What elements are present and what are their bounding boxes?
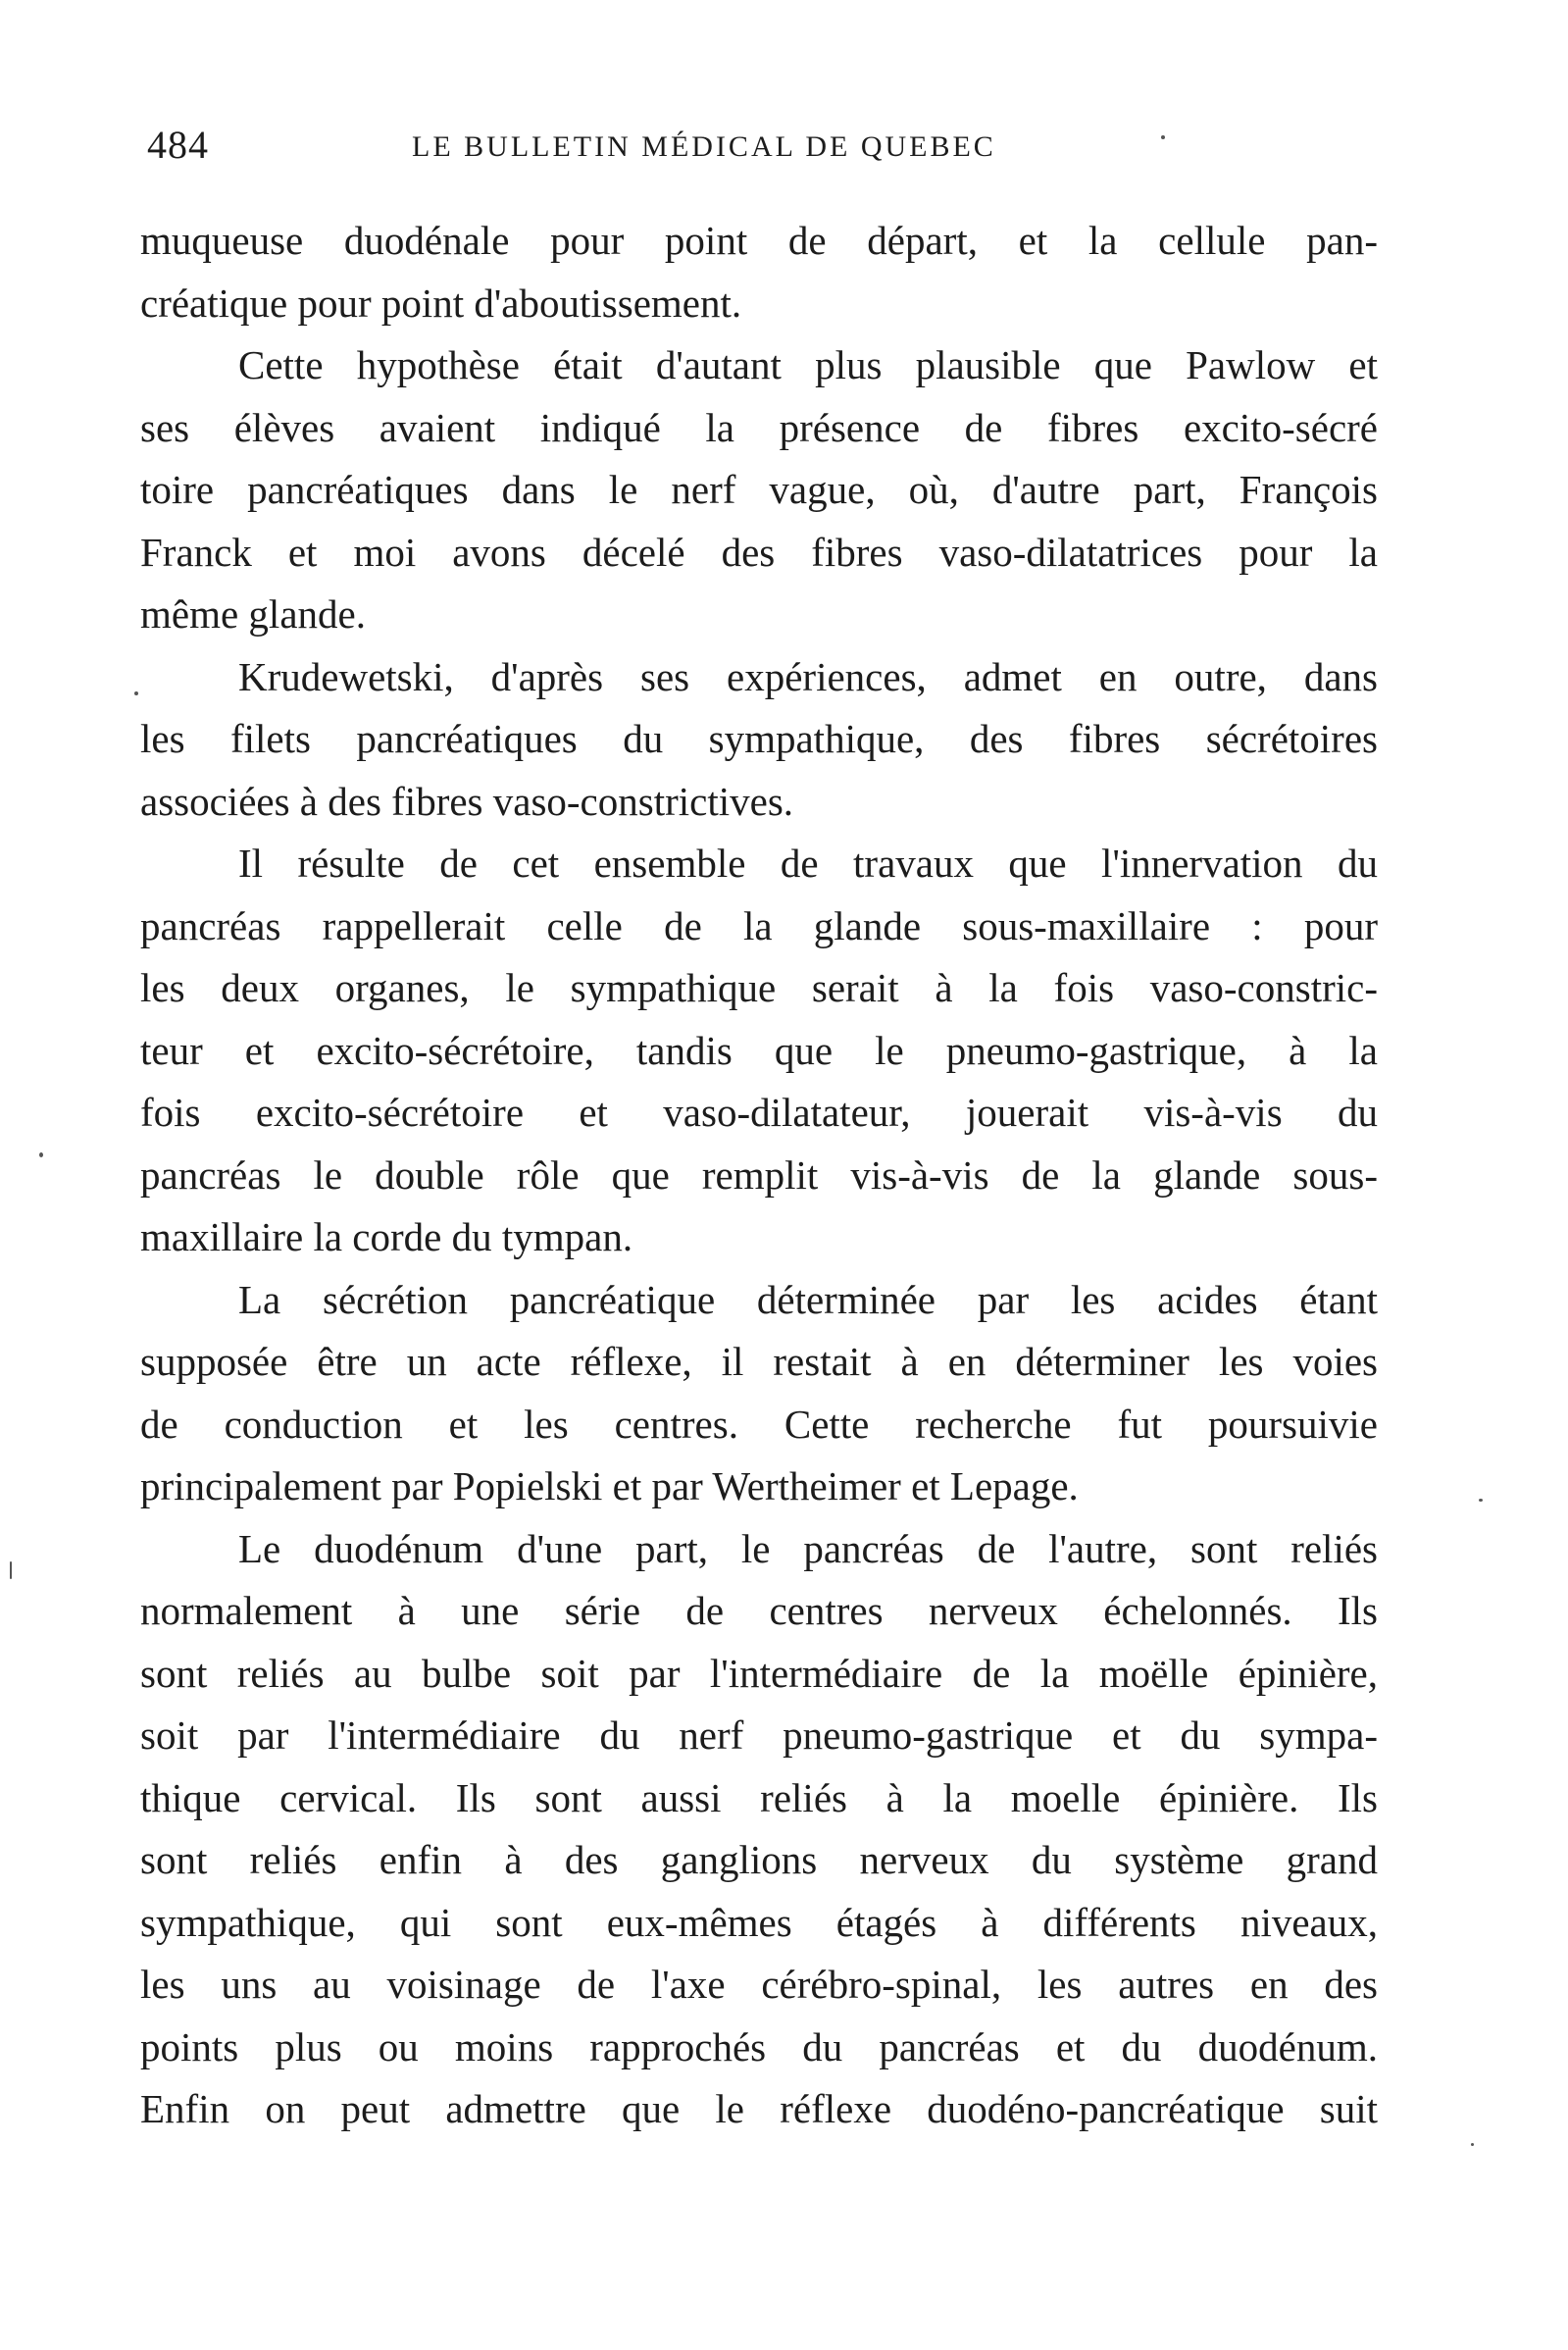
- text-line: fois excito-sécrétoire et vaso-dilatateur, jouerait vis-à-vis du: [140, 1090, 1378, 1135]
- text-line: sympathique, qui sont eux-mêmes étagés à différents niveaux,: [140, 1899, 1378, 1945]
- paragraph-first-line: La sécrétion pancréatique déterminée par les acides étant: [238, 1276, 1378, 1322]
- text-line: de conduction et les centres. Cette recherche fut poursuivie: [140, 1401, 1378, 1447]
- text-line: les deux organes, le sympathique serait à la fois vaso-constric-: [140, 965, 1378, 1010]
- scan-speck: [1479, 1499, 1483, 1502]
- text-line: ses élèves avaient indiqué la présence de fibres excito-sécré: [140, 404, 1378, 450]
- text-line: les uns au voisinage de l'axe cérébro-spinal, les autres en des: [140, 1962, 1378, 2007]
- scan-speck: [10, 1561, 12, 1579]
- paragraph-first-line: Cette hypothèse était d'autant plus plausible que Pawlow et: [238, 342, 1378, 387]
- scan-speck: [39, 1152, 43, 1157]
- text-line: créatique pour point d'aboutissement.: [140, 280, 742, 326]
- scan-speck: [1471, 2143, 1474, 2146]
- text-line: sont reliés au bulbe soit par l'intermédiaire de la moëlle épinière,: [140, 1650, 1378, 1696]
- text-line: muqueuse duodénale pour point de départ, et la cellule pan-: [140, 218, 1378, 263]
- text-line: normalement à une série de centres nerveux échelonnés. Ils: [140, 1588, 1378, 1633]
- paragraph-first-line: Il résulte de cet ensemble de travaux que l'innervation du: [238, 841, 1378, 886]
- scan-speck: [134, 691, 138, 695]
- text-line: thique cervical. Ils sont aussi reliés à la moelle épinière. Ils: [140, 1774, 1378, 1820]
- running-head: [147, 116, 1383, 175]
- text-line: sont reliés enfin à des ganglions nerveux du système grand: [140, 1837, 1378, 1882]
- paragraph-first-line: Le duodénum d'une part, le pancréas de l'autre, sont reliés: [238, 1525, 1378, 1571]
- text-line: associées à des fibres vaso-constrictives.: [140, 778, 794, 824]
- body-text: [140, 210, 1378, 2141]
- paragraph-first-line: Krudewetski, d'après ses expériences, admet en outre, dans: [238, 653, 1378, 699]
- text-line: même glande.: [140, 591, 366, 637]
- text-line: supposée être un acte réflexe, il restait à en déterminer les voies: [140, 1339, 1378, 1384]
- text-line: soit par l'intermédiaire du nerf pneumo-gastrique et du sympa-: [140, 1712, 1378, 1758]
- text-line: points plus ou moins rapprochés du pancréas et du duodénum.: [140, 2023, 1378, 2069]
- text-line: les filets pancréatiques du sympathique, des fibres sécrétoires: [140, 716, 1378, 761]
- text-line: principalement par Popielski et par Wertheimer et Lepage.: [140, 1463, 1079, 1508]
- text-line: Enfin on peut admettre que le réflexe duodéno-pancréatique suit: [140, 2086, 1378, 2131]
- text-line: toire pancréatiques dans le nerf vague, où, d'autre part, François: [140, 467, 1378, 512]
- text-line: maxillaire la corde du tympan.: [140, 1214, 633, 1259]
- page-number: 484: [147, 123, 209, 167]
- text-line: pancréas le double rôle que remplit vis-à-vis de la glande sous-: [140, 1151, 1378, 1198]
- text-line: teur et excito-sécrétoire, tandis que le pneumo-gastrique, à la: [140, 1027, 1378, 1073]
- text-line: pancréas rappellerait celle de la glande sous-maxillaire : pour: [140, 902, 1378, 948]
- text-line: Franck et moi avons décelé des fibres vaso-dilatatrices pour la: [140, 529, 1378, 575]
- journal-title: LE BULLETIN MÉDICAL DE QUEBEC: [412, 130, 996, 163]
- scan-speck: [1161, 135, 1165, 139]
